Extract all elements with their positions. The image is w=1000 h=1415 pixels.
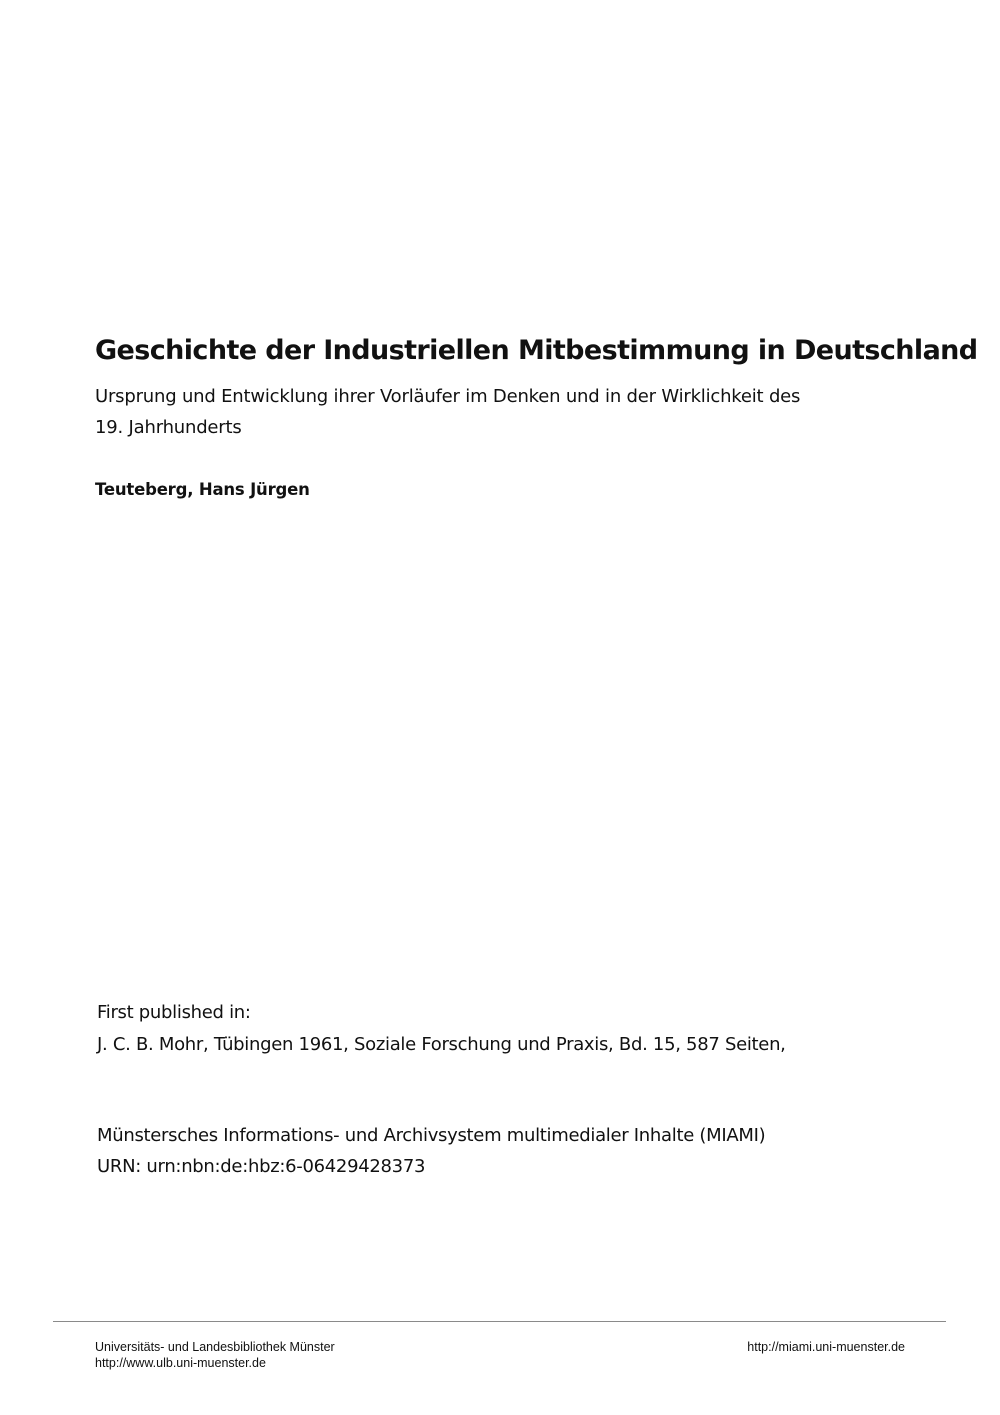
footer-repository — [747, 1339, 905, 1355]
repository-urn: URN: urn:nbn:de:hbz:6-06429428373 — [97, 1156, 426, 1177]
repository-info — [97, 1120, 957, 1182]
publication-label: First published in: — [97, 1002, 251, 1023]
footer-repository-link[interactable]: http://miami.uni-muenster.de — [747, 1340, 905, 1354]
footer-library — [95, 1339, 335, 1371]
footer-divider — [53, 1321, 946, 1322]
document-author: Teuteberg, Hans Jürgen — [95, 480, 310, 499]
publication-details: J. C. B. Mohr, Tübingen 1961, Soziale Forschung und Praxis, Bd. 15, 587 Seiten, — [97, 1034, 786, 1055]
document-title: Geschichte der Industriellen Mitbestimmung in Deutschland — [95, 335, 978, 366]
footer-library-link[interactable]: http://www.ulb.uni-muenster.de — [95, 1356, 266, 1370]
footer-library-name: Universitäts- und Landesbibliothek Münster — [95, 1340, 335, 1354]
repository-name: Münstersches Informations- und Archivsystem multimedialer Inhalte (MIAMI) — [97, 1125, 766, 1146]
publication-info — [97, 997, 957, 1061]
document-subtitle: Ursprung und Entwicklung ihrer Vorläufer im Denken und in der Wirklichkeit des 19. Jahrhunderts — [95, 386, 801, 438]
